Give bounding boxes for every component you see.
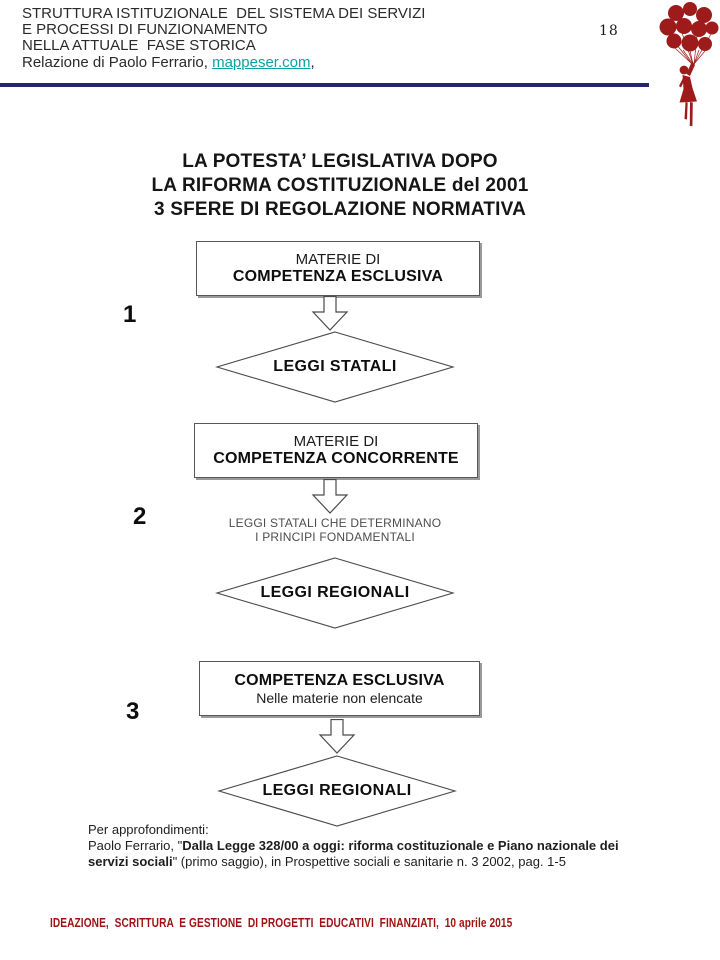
section-1-box-line-2: COMPETENZA ESCLUSIVA [232, 268, 444, 285]
header-relation-line [22, 55, 425, 71]
balloons-icon [660, 2, 719, 52]
section-1-box [196, 241, 480, 296]
relation-prefix: Relazione di Paolo Ferrario, [22, 54, 213, 71]
mappeser-link[interactable]: mappeser.com [212, 54, 311, 71]
header-line-3: NELLA ATTUALE FASE STORICA [22, 37, 256, 54]
header-line-1: STRUTTURA ISTITUZIONALE DEL SISTEMA DEI SERVIZI [22, 5, 426, 22]
reference-note [88, 822, 628, 870]
section-2-box-line-2: COMPETENZA CONCORRENTE [213, 450, 459, 467]
section-3-number: 3 [126, 698, 140, 725]
section-3-diamond-label: LEGGI REGIONALI [262, 782, 412, 799]
section-2-note [180, 516, 490, 544]
citation-bold-part-2: servizi sociali [88, 854, 173, 869]
reference-intro: Per approfondimenti: [88, 822, 209, 837]
down-arrow-icon [317, 719, 357, 754]
footer-bar: IDEAZIONE, SCRITTURA E GESTIONE DI PROGETTI EDUCATIVI FINANZIATI, 10 aprile 2015 [50, 915, 513, 930]
section-2-note-line-2: I PRINCIPI FONDAMENTALI [255, 530, 415, 544]
slide-title [110, 150, 570, 222]
slide-title-line-1: LA POTESTA’ LEGISLATIVA DOPO [182, 151, 498, 172]
section-1-diamond-label: LEGGI STATALI [273, 358, 397, 375]
section-2-box [194, 423, 478, 478]
section-3-box-line-2: Nelle materie non elencate [256, 689, 423, 706]
section-2-note-line-1: LEGGI STATALI CHE DETERMINANO [228, 516, 442, 530]
down-arrow-icon [310, 296, 350, 331]
citation-suffix: " (primo saggio), in Prospettive sociali e sanitarie n. 3 2002, pag. 1-5 [172, 854, 566, 869]
section-1-box-line-1: MATERIE DI [295, 251, 381, 268]
section-1-number: 1 [123, 301, 137, 328]
balloon-girl-image [649, 0, 720, 135]
header-line-2: E PROCESSI DI FUNZIONAMENTO [22, 21, 268, 38]
section-2-diamond-label: LEGGI REGIONALI [260, 584, 410, 601]
header-divider [0, 83, 649, 87]
section-2-diamond [215, 557, 455, 629]
section-1-diamond [215, 331, 455, 403]
section-3-box-line-1: COMPETENZA ESCLUSIVA [234, 671, 445, 689]
relation-suffix: , [310, 54, 315, 71]
citation-bold-part-1: Dalla Legge 328/00 a oggi: riforma costituzionale e Piano nazionale dei [182, 838, 619, 853]
girl-silhouette [679, 61, 697, 126]
header-block [22, 6, 425, 71]
section-2-box-line-1: MATERIE DI [293, 433, 379, 450]
down-arrow-icon [310, 479, 350, 514]
citation-prefix: Paolo Ferrario, " [88, 838, 183, 853]
section-2-number: 2 [133, 503, 147, 530]
section-3-diamond [217, 755, 457, 827]
reference-citation [88, 838, 628, 870]
slide-title-line-2: LA RIFORMA COSTITUZIONALE del 2001 [151, 175, 529, 196]
section-3-box [199, 661, 480, 716]
slide-title-line-3: 3 SFERE DI REGOLAZIONE NORMATIVA [154, 199, 526, 220]
page-number: 18 [599, 23, 619, 39]
